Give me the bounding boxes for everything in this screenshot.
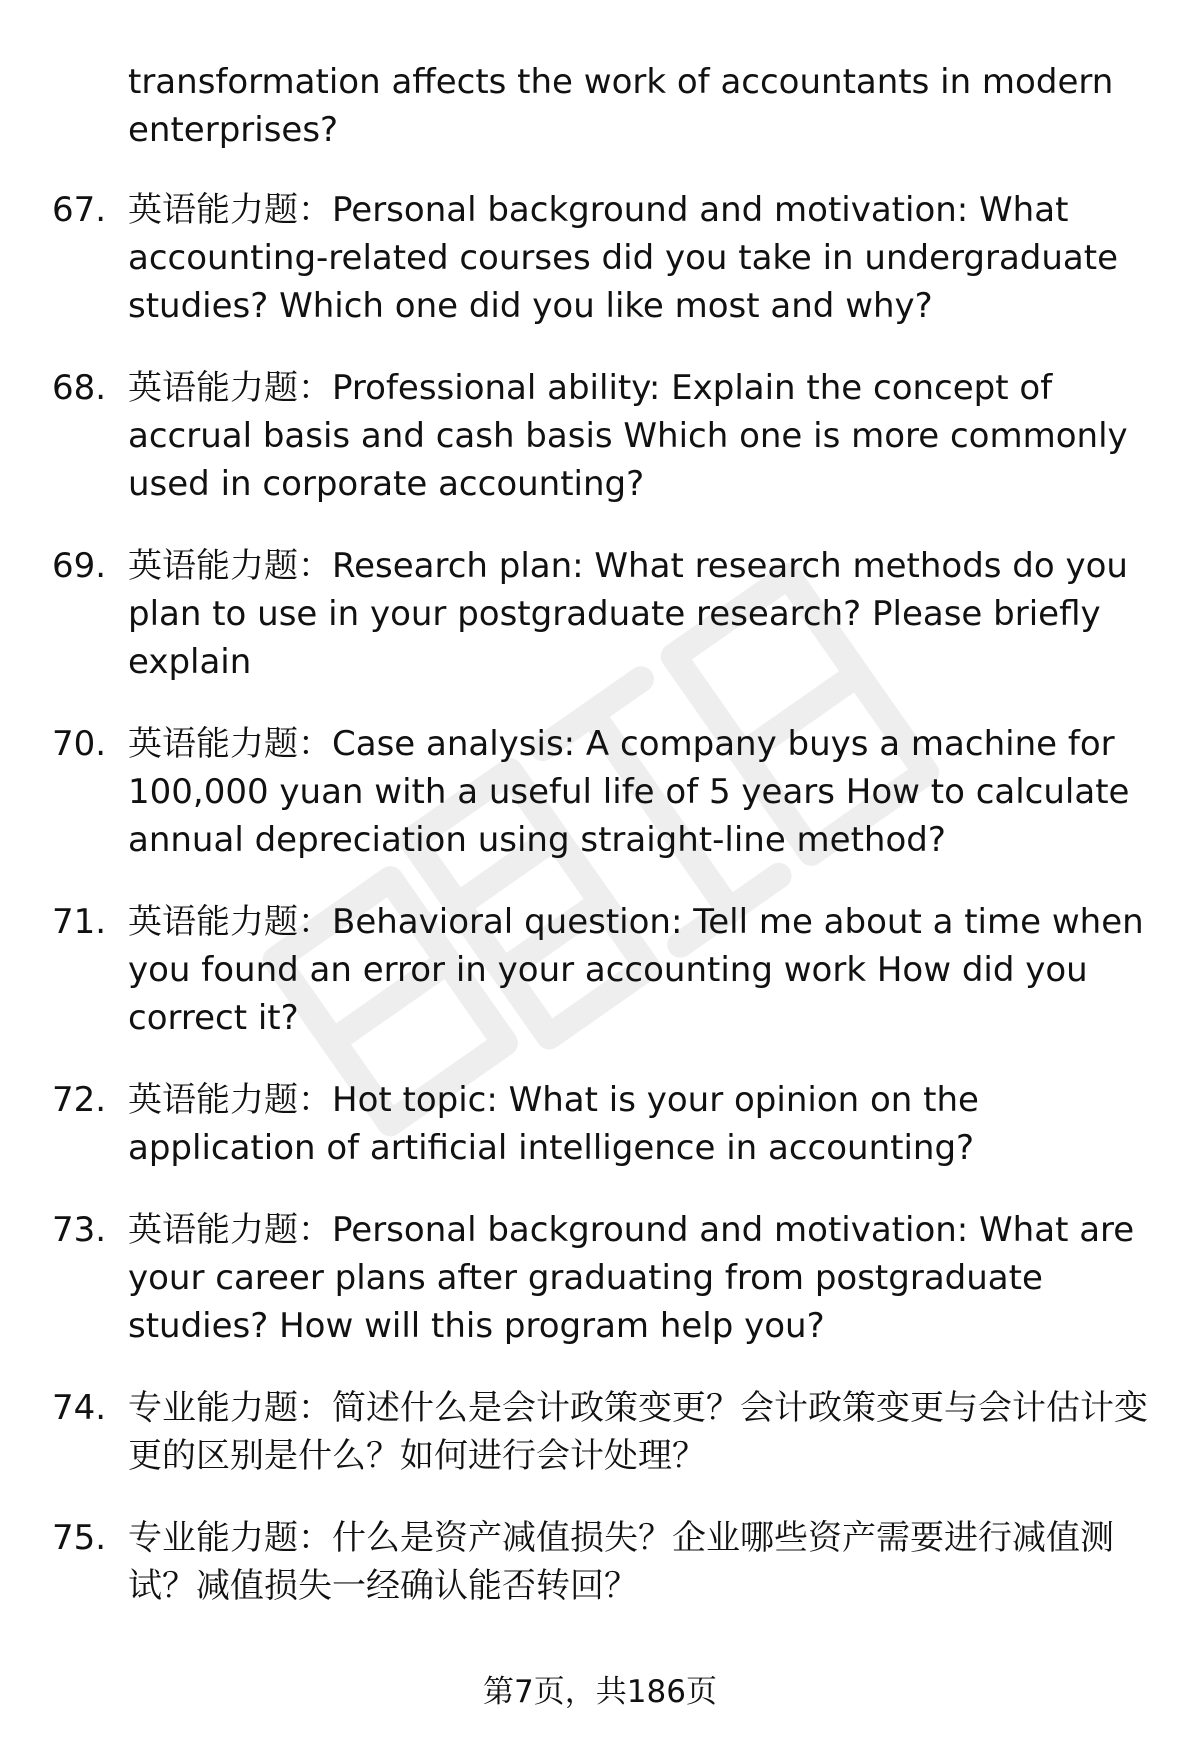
question-number: 73. bbox=[52, 1210, 107, 1250]
question-number: 72. bbox=[52, 1080, 107, 1120]
question-number: 75. bbox=[52, 1518, 107, 1558]
question-item bbox=[0, 542, 1148, 686]
question-item bbox=[0, 364, 1148, 508]
question-list bbox=[0, 186, 1200, 1644]
page-footer: 第7页，共186页 bbox=[483, 1674, 717, 1710]
question-number: 70. bbox=[52, 724, 107, 764]
question-item bbox=[0, 1384, 1148, 1480]
question-item bbox=[0, 898, 1148, 1042]
question-number: 68. bbox=[52, 368, 107, 408]
question-text: 英语能力题：Personal background and motivation: What accounting-related courses did you take in undergraduate studies? Which one did you like most and why? bbox=[128, 190, 1119, 326]
question-text: 专业能力题：什么是资产减值损失？企业哪些资产需要进行减值测试？减值损失一经确认能否转回？ bbox=[128, 1518, 1114, 1606]
question-number: 67. bbox=[52, 190, 107, 230]
question-text: 英语能力题：Behavioral question: Tell me about a time when you found an error in your accounting work How did you correct it? bbox=[128, 902, 1144, 1038]
question-text: 英语能力题：Professional ability: Explain the concept of accrual basis and cash basis Which one is more commonly used in corporate accounting? bbox=[128, 368, 1128, 504]
continuation-text: transformation affects the work of accountants in modern enterprises? bbox=[128, 62, 1114, 150]
question-item bbox=[0, 186, 1148, 330]
question-number: 69. bbox=[52, 546, 107, 586]
question-text: 英语能力题：Hot topic: What is your opinion on the application of artificial intelligence in accounting? bbox=[128, 1080, 979, 1168]
question-text: 英语能力题：Research plan: What research methods do you plan to use in your postgraduate research? Please briefly explain bbox=[128, 546, 1128, 682]
question-number: 74. bbox=[52, 1388, 107, 1428]
question-item bbox=[0, 720, 1148, 864]
question-text: 专业能力题：简述什么是会计政策变更？会计政策变更与会计估计变更的区别是什么？如何进行会计处理？ bbox=[128, 1388, 1148, 1476]
question-text: 英语能力题：Personal background and motivation: What are your career plans after graduating from postgraduate studies? How will this program help you? bbox=[128, 1210, 1135, 1346]
question-item bbox=[0, 1514, 1148, 1610]
question-item bbox=[0, 1206, 1148, 1350]
question-item bbox=[0, 1076, 1148, 1172]
question-number: 71. bbox=[52, 902, 107, 942]
question-text: 英语能力题：Case analysis: A company buys a machine for 100,000 yuan with a useful life of 5 years How to calculate annual depreciation using straight-line method? bbox=[128, 724, 1130, 860]
